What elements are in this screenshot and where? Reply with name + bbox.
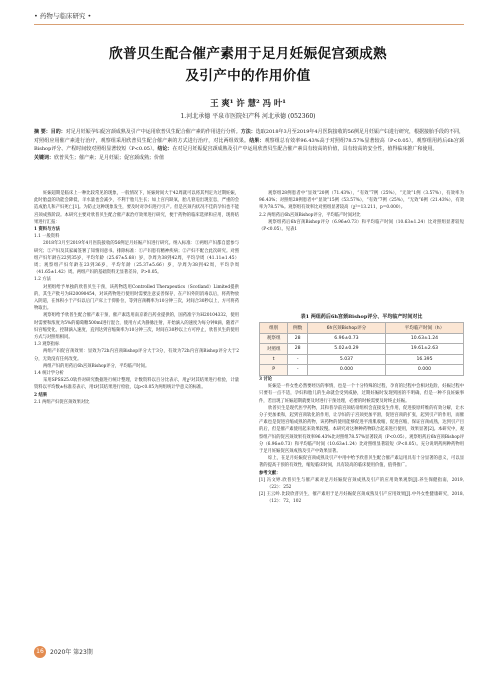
table-row [260, 365, 464, 376]
section-heading-methods: 1 资料与方法 [34, 227, 60, 233]
intro-paragraph: 妊娠超期是临床上一种比较常见的现象，一般情况下，妊娠时间大于42周就可以将其判定为过期妊娠，此时胎盘的功能会降低，羊水量也会减少，不利于胎儿生长；如上宫内缺氧，胎儿窘迫出现室息，严重的会造成胎儿和产妇死亡[1]。为防止这种现象发生，要及时对孕妇进行引产。但是宫颈内状况不佳的孕妇也不能宫颈成熟阶段。本研究主要对欣普贝生配合催产素治疗效果进行研究，便于药物的临床选择和应用，现将结果进行汇报： [34, 191, 239, 225]
keywords: 欣普贝生；催产素；足月妊娠；促宫颈成熟；价值 [54, 154, 165, 161]
conclusion-label: 结论： [157, 146, 173, 153]
table-cell: P [260, 365, 288, 376]
abstract-method: 选取2018年3月至2019年4月医院接收的56例足月妊娠产妇进行研究，根据接胎手段的不同，对照组应用催产素进行治疗，观察组采用欣普贝生配合催产素的方式进行治疗，对比两组效果。 [34, 129, 464, 144]
subsection-heading: 1.2 方法 [34, 277, 51, 283]
body-paragraph: 两组产妇促宫颈效果：显效为72h内宫颈Bishop评分大于3分，有效为72h内宫颈Bishop评分大于2分，无效没有任何改变。 [34, 349, 239, 362]
section-heading-discussion: 3 讨论 [259, 377, 273, 382]
abstract-objective: 对足月妊娠孕妇促宫颈成熟及引产中运用欣普贝生配合催产素的作用进行分析。 [65, 129, 241, 135]
table-caption: 表1 两组药后6h宫颈Bishop评分、平均临产时间对比 [300, 314, 423, 320]
table-cell: - [288, 365, 308, 376]
references-heading: 参考文献： [259, 470, 281, 476]
table-cell: 0.000 [385, 365, 463, 376]
table-cell: 5.037 [307, 354, 385, 365]
table-header-cell: 平均临产时间（h） [385, 323, 463, 334]
table-cell: - [288, 354, 308, 365]
keywords-label: 关键词： [34, 154, 55, 161]
page-number-badge: 16 [34, 646, 46, 658]
table-header-cell: 6h宫颈Bishop评分 [307, 323, 385, 334]
left-column [34, 190, 239, 406]
subsection-heading: 1.4 统计学分析 [34, 371, 64, 377]
table-row [260, 354, 464, 365]
body-paragraph: 观察组给予欣普生配合催产素干预，催产素选用南京新百药业提供的，国药准字为H20104332，使用时需要和浓度为5%的葡萄糖500ml进行混合，使用方式为静脉注射，开始滴入的速度为每分钟8滴，随着产妇宫缩变化，控制滴入速度，直到达到宫缩频率为10分钟三次，时间在30秒以上方可停止，欣普贝生的使用方式与对照组相同。 [34, 313, 239, 341]
body-paragraph: 对照组给予单独的欣普贝生干预，该药物选用Controlled Therapeutics（Scotland）Limited提供的，其生产批号为H20090454，对该药物进行使用时需要注意妥善保存，在产妇外阴消毒以后，将药物放入阴道，在体积小于产妇以后门产床上于仰卧位，等到宫颈稠率为10分钟三次，对间合30秒以上，方可将药物取出。 [34, 284, 239, 312]
body-paragraph: 观察组药后6h宫颈Bishop评分（6.96±0.73）和平均临产时间（10.63±1.24）比对照组显著较短（P<0.05）。见表1 [259, 219, 464, 233]
body-paragraph: 综上，在足月妊娠促宫颈成熟及引产中用中给予欣普贝生配合催产素运用具有十分显著的意义，可以显著的提高干预的有效性，缩短临床时间，具有较高的临床使用价值，值得推广。 [259, 456, 464, 469]
table-header-row [260, 323, 464, 334]
abstract-conclusion: 在对足月妊娠促宫颈成熟及引产中运用欣普贝生配合催产素具有较高的价值，具有较高的安全性，值得临床推广和使用。 [172, 146, 438, 153]
body-paragraph: 妊娠是一件女性必然要经历的事情，也是一个十分特殊的过程，孕育的过程中会相对危险，妊娠过程中只要有一点不适，孕妇和胎儿的生命就会受到威胁，过期妊娠时发现到困的不明确，但是一种不良妊娠事件，若出现了妊娠超期就要及时进行干预处理，必要的时候需要及时终止妊娠。 [259, 384, 464, 404]
table-cell: 6.96±0.73 [307, 333, 385, 344]
subsection-heading: 2.2 两组药后6h宫颈Bishop评分，平均临产时间对比 [259, 212, 361, 218]
method-label: 方法： [240, 129, 256, 135]
table-cell: 16.395 [385, 354, 463, 365]
table-cell: 0.000 [307, 365, 385, 376]
body-paragraph: 两组产妇的用药后6h宫颈Bishop评分，平均临产时间。 [43, 363, 150, 369]
reference-item: [2] 王云岭.比较欣普贝生、催产素用于足月妊娠促宫颈成熟及引产应用效果[J].中外女性健康研究，2018,（12）：72，102 [259, 492, 464, 505]
abstract [34, 128, 464, 162]
table-cell: 28 [288, 344, 308, 355]
table-header-cell: 例数 [288, 323, 308, 334]
table-row [260, 333, 464, 344]
table-cell: 观察组 [260, 333, 288, 344]
table-cell: 28 [288, 333, 308, 344]
body-paragraph: 采用SPSS25.0软件对研究数据进行统计整理，计数资料以百分比表示，用χ²对其结果进行检验，计量资料以平均数±标准差表示，用t对其结果进行检验，以p<0.05为两组统计学意义的标准。 [34, 378, 239, 391]
header-rule [34, 24, 464, 25]
article-title-line1: 欣普贝生配合催产素用于足月妊娠促宫颈成熟 [109, 46, 387, 62]
authors: 王 爽¹ 许 慧² 冯 叶¹ [210, 98, 286, 108]
journal-section-header: • 药物与临床研究 • [34, 12, 92, 20]
table-cell: t [260, 354, 288, 365]
body-paragraph: 欣普贝生是现代医学药物，其和普孕前宫颈结帚组织会直接发生作用，促进胶原纤维的有效分解，让水分子更加柔和，起到宫颈软化的作用，让孕妇的子宫颈更加平滑，促进宫颈的扩张，起到引产的作用，而催产素也是促进宫缩成熟的药物，该药物的使用能够促进平滑肌收缩，促进宫缩，保证宫颈成熟，达到引产目的后，但是催产素使用起来效果较慢。本研究对这种种药物联合起来进行使用，效果显著[2]。本研究中，观察组产妇的促宫颈效果有效率96.43%比对照组78.57%显著较高（P<0.05）。观察组药后6h宫颈Bishop评分（6.96±0.73）和平均临产时间（10.63±1.24）比对照组显著较短（P<0.05）。充分说明药两种药物用于足月妊娠促宫颈成熟及引产中效果显著。 [259, 405, 464, 455]
subsection-heading: 2.1 两组产妇促宫颈效果对比 [34, 399, 90, 405]
subsection-heading: 1.3 观察指标 [34, 342, 60, 348]
right-column-bottom [259, 376, 464, 506]
affiliation: 1.河北承德 平泉市医院妇产科 河北承德 (052360) [180, 113, 316, 120]
section-heading-results: 2 结果 [34, 392, 48, 398]
table-cell: 19.61±2.63 [385, 344, 463, 355]
right-column-top [259, 190, 464, 233]
table-cell: 5.02±0.29 [307, 344, 385, 355]
body-paragraph: 2018年3月至2019年4月医院接收的56例足月妊娠产妇进行研究。纳入标准：①两组产妇都自愿参与研究；②产妇及其家属签署了知情同意书。排除标准：①产妇患有精神疾病；②产妇不配合此次研究。对照组产妇年龄在22到35岁，平均年龄（25.67±5.68）岁，孕周为38到42周，平均孕周（41.11±1.45）周；观察组产妇年龄在23到36岁，平均年龄（25.37±5.66）岁，孕周为38到42周，平均孕周（41.65±1.42）周。两组产妇的基础资料无显著差异，P>0.05。 [34, 241, 239, 276]
abstract-label: 摘 要： [34, 129, 51, 135]
table-cell: 对照组 [260, 344, 288, 355]
table-row [260, 344, 464, 355]
result-label: 结果： [249, 137, 265, 144]
article-title-line2: 及引产中的作用价值 [185, 68, 311, 84]
issue-label: 2020年 第23期 [50, 649, 93, 656]
objective-label: 目的： [50, 129, 66, 135]
results-table [259, 322, 464, 376]
table-cell: 10.63±1.24 [385, 333, 463, 344]
table-header-cell: 组别 [260, 323, 288, 334]
body-paragraph: 观察组28例患者中“显效”20例（71.43%），“有效”7例（25%），“无效”1例（3.57%），有效率为96.43%；对照组28例患者中“显效”15例（53.57%），“有效”7例（25%），“无效”6例（21.43%），有效率为78.57%。观察组有效率比对照组显著较高（χ²=13.211，p=0.000）。 [259, 191, 464, 211]
reference-item: [1] 冯文婷.欣普贝生与催产素对足月妊娠促宫颈成熟及引产的应用效果观察[J].养生保健指南，2019,（22）：252 [259, 477, 464, 491]
subsection-heading: 1.1 一般资料 [34, 234, 60, 240]
abstract-result: 观察组总有效率96.43%高于对照组78.57%显著较高（P<0.05）。观察组用药后6h宫颈Bishop评分、产程时间较对照组显著较短（P<0.05）。 [34, 137, 464, 153]
